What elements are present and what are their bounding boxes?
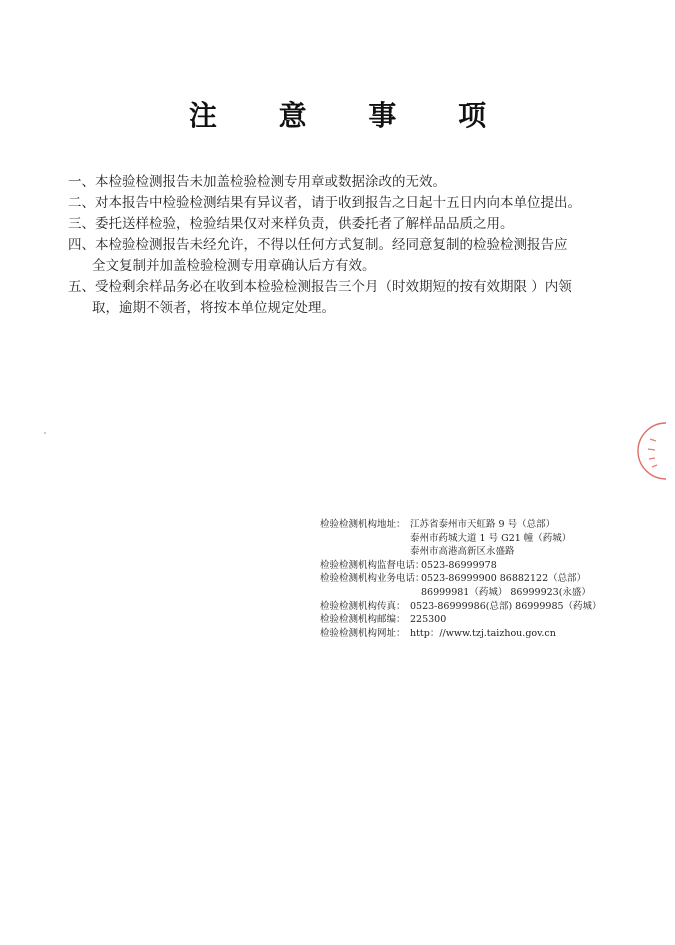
fax-value: 0523-86999986(总部) 86999985（药城） bbox=[410, 600, 602, 612]
business-phone-value-2: 86999981（药城） 86999923(永盛） bbox=[421, 586, 591, 598]
address-row bbox=[320, 518, 660, 532]
business-phone-row bbox=[320, 572, 660, 586]
postcode-value: 225300 bbox=[410, 614, 447, 626]
note-4-text: 四、本检验检测报告未经允许，不得以任何方式复制。经同意复制的检验检测报告应 bbox=[68, 237, 568, 253]
note-1 bbox=[68, 172, 628, 193]
note-1-text: 一、本检验检测报告未加盖检验检测专用章或数据涂改的无效。 bbox=[68, 174, 446, 190]
note-5-continuation: 取，逾期不领者，将按本单位规定处理。 bbox=[92, 300, 335, 316]
website-value: http：//www.tzj.taizhou.gov.cn bbox=[410, 627, 556, 639]
page-title: 注 意 事 项 bbox=[188, 99, 513, 132]
address-line-1: 江苏省泰州市天虹路 9 号（总部） bbox=[410, 519, 556, 530]
supervision-phone-label: 检验检测机构监督电话： bbox=[320, 559, 425, 571]
red-seal-stamp bbox=[636, 415, 675, 485]
note-5 bbox=[68, 277, 628, 319]
notes-list bbox=[68, 172, 628, 319]
note-5-text: 五、受检剩余样品务必在收到本检验检测报告三个月（时效期短的按有效期限 ）内领 bbox=[68, 279, 572, 295]
supervision-phone-value: 0523-86999978 bbox=[421, 559, 497, 571]
note-4-continuation: 全文复制并加盖检验检测专用章确认后方有效。 bbox=[92, 258, 376, 274]
note-4 bbox=[68, 235, 628, 277]
address-label: 检验检测机构地址： bbox=[320, 519, 406, 530]
fax-label: 检验检测机构传真： bbox=[320, 600, 406, 612]
note-3 bbox=[68, 214, 628, 235]
business-phone-value-1: 0523-86999900 86882122（总部） bbox=[421, 573, 587, 585]
note-2 bbox=[68, 193, 628, 214]
business-phone-label: 检验检测机构业务电话： bbox=[320, 573, 425, 585]
note-3-text: 三、委托送样检验，检验结果仅对来样负责，供委托者了解样品品质之用。 bbox=[68, 216, 514, 232]
postcode-row bbox=[320, 613, 660, 627]
address-line-2: 泰州市药城大道 1 号 G21 幢（药城） bbox=[410, 532, 572, 544]
scan-speck bbox=[44, 432, 46, 434]
contact-info-block bbox=[320, 518, 660, 640]
postcode-label: 检验检测机构邮编： bbox=[320, 614, 406, 626]
note-2-text: 二、对本报告中检验检测结果有异议者，请于收到报告之日起十五日内向本单位提出。 bbox=[68, 195, 581, 211]
address-line-3: 泰州市高港高新区永盛路 bbox=[410, 546, 515, 558]
fax-row bbox=[320, 600, 660, 614]
supervision-phone-row bbox=[320, 559, 660, 573]
website-label: 检验检测机构网址： bbox=[320, 627, 406, 639]
website-row bbox=[320, 627, 660, 641]
